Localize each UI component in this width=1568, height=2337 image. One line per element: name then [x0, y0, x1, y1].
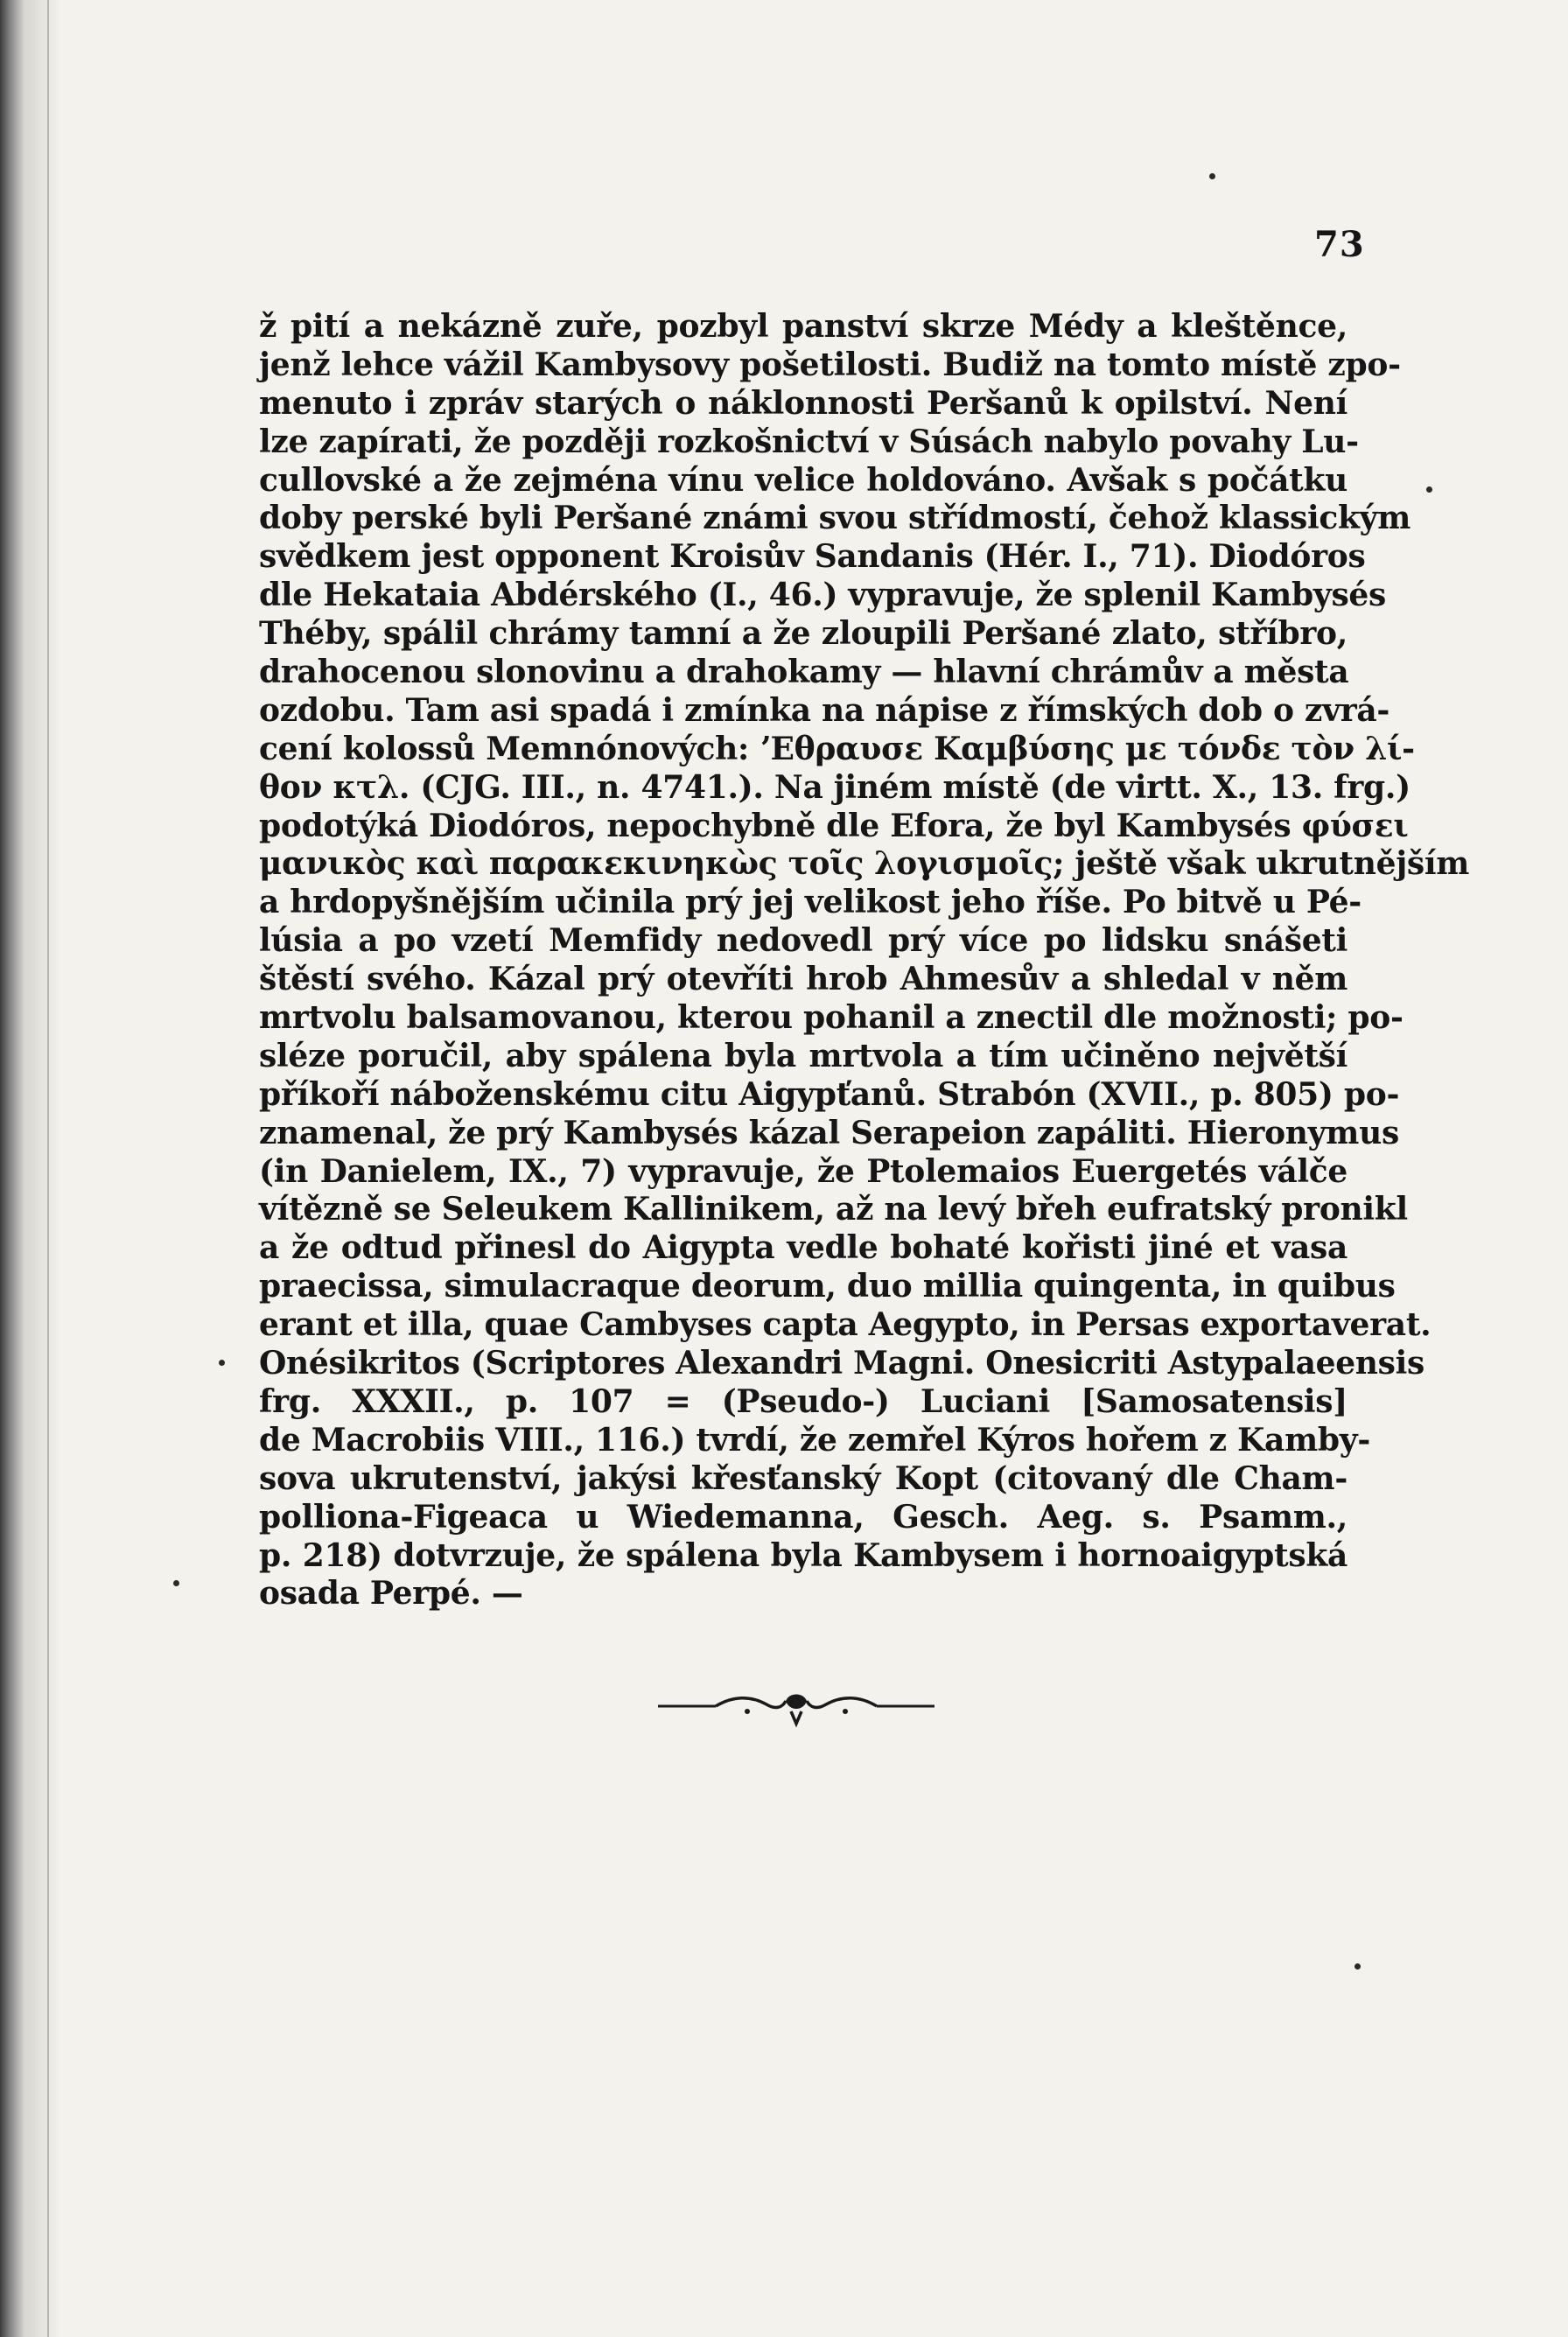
text-line: menuto i zpráv starých o náklonnosti Peršanů k opilství. Není [259, 384, 1348, 422]
text-line: Onésikritos (Scriptores Alexandri Magni. Onesicriti Astypalaeensis [259, 1345, 1424, 1382]
text-line: mrtvolu balsamovanou, kterou pohanil a znectil dle možnosti; po- [259, 999, 1404, 1037]
text-line: a hrdopyšnějším učinila prý jej velikost jeho říše. Po bitvě u Pé- [259, 884, 1362, 921]
text-line-final: osada Perpé. — [259, 1575, 523, 1613]
paper-speck [219, 1360, 225, 1366]
text-line: doby perské byli Peršané známi svou střídmostí, čehož klassickým [259, 500, 1411, 537]
body-text [259, 308, 1470, 1613]
paper-speck [173, 1580, 179, 1586]
text-line: Théby, spálil chrámy tamní a že zloupili Peršané zlato, stříbro, [259, 615, 1348, 653]
text-line: (in Danielem, IX., 7) vypravuje, že Ptolemaios Euergetés válče [259, 1152, 1348, 1190]
text-line: podotýká Diodóros, nepochybně dle Efora, že byl Kambysés φύσει [259, 807, 1409, 844]
text-line: p. 218) dotvrzuje, že spálena byla Kambysem i hornoaigyptská [259, 1536, 1348, 1574]
text-line: lze zapírati, že později rozkošnictví v Súsách nabylo povahy Lu- [259, 423, 1359, 460]
paper-speck [1209, 173, 1215, 179]
text-line: dle Hekataia Abdérského (I., 46.) vypravuje, že splenil Kambysés [259, 577, 1386, 614]
text-line: a že odtud přinesl do Aigypta vedle bohaté kořisti jiné et vasa [259, 1229, 1348, 1267]
text-line: cení kolossů Memnónových: ʼΕθραυσε Καμβύσης με τόνδε τὸν λί- [259, 730, 1415, 767]
text-line: sléze poručil, aby spálena byla mrtvola a tím učiněno největší [259, 1037, 1348, 1074]
text-line: ž pití a nekázně zuře, pozbyl panství skrze Médy a kleštěnce, [259, 308, 1348, 345]
tailpiece-ornament [654, 1685, 938, 1727]
text-line: θον κτλ. (CJG. III., n. 4741.). Na jiném místě (de virtt. X., 13. frg.) [259, 768, 1410, 806]
text-line: erant et illa, quae Cambyses capta Aegypto, in Persas exportaverat. [259, 1306, 1432, 1344]
text-line: frg. XXXII., p. 107 = (Pseudo-) Luciani [Samosatensis] [259, 1382, 1348, 1420]
page-number: 73 [1314, 224, 1365, 265]
text-line: de Macrobiis VIII., 116.) tvrdí, že zemřel Kýros hořem z Kamby- [259, 1421, 1370, 1459]
text-line: vítězně se Seleukem Kallinikem, až na levý břeh eufratský pronikl [259, 1191, 1408, 1228]
text-line: sova ukrutenství, jakýsi křesťanský Kopt (citovaný dle Cham- [259, 1459, 1348, 1497]
text-line: drahocenou slonovinu a drahokamy — hlavní chrámův a města [259, 654, 1349, 691]
text-line: ozdobu. Tam asi spadá i zmínka na nápise z římských dob o zvrá- [259, 691, 1390, 729]
text-line: cullovské a že zejména vínu velice holdováno. Avšak s počátku [259, 461, 1348, 499]
text-line: štěstí svého. Kázal prý otevříti hrob Ahmesův a shledal v něm [259, 961, 1348, 998]
text-line: μανικὸς καὶ παρακεκινηκὼς τοῖς λογισμοῖς; ještě však ukrutnějším [259, 845, 1470, 883]
text-line: svědkem jest opponent Kroisův Sandanis (Hér. I., 71). Diodóros [259, 538, 1366, 576]
binding-edge-line [47, 0, 49, 2337]
text-line: znamenal, že prý Kambysés kázal Serapeion zapáliti. Hieronymus [259, 1114, 1399, 1151]
paper-speck [1426, 486, 1432, 493]
text-line: polliona-Figeaca u Wiedemanna, Gesch. Aeg. s. Psamm., [259, 1498, 1348, 1536]
text-line: jenž lehce vážil Kambysovy pošetilosti. Budiž na tomto místě zpo- [259, 346, 1401, 383]
page-binding-shadow [0, 0, 61, 2337]
text-line: lúsia a po vzetí Memfidy nedovedl prý více po lidsku snášeti [259, 922, 1348, 960]
text-line: praecissa, simulacraque deorum, duo millia quingenta, in quibus [259, 1268, 1396, 1305]
paper-speck [1354, 1963, 1361, 1970]
text-line: příkoří náboženskému citu Aigypťanů. Strabón (XVII., p. 805) po- [259, 1075, 1400, 1113]
